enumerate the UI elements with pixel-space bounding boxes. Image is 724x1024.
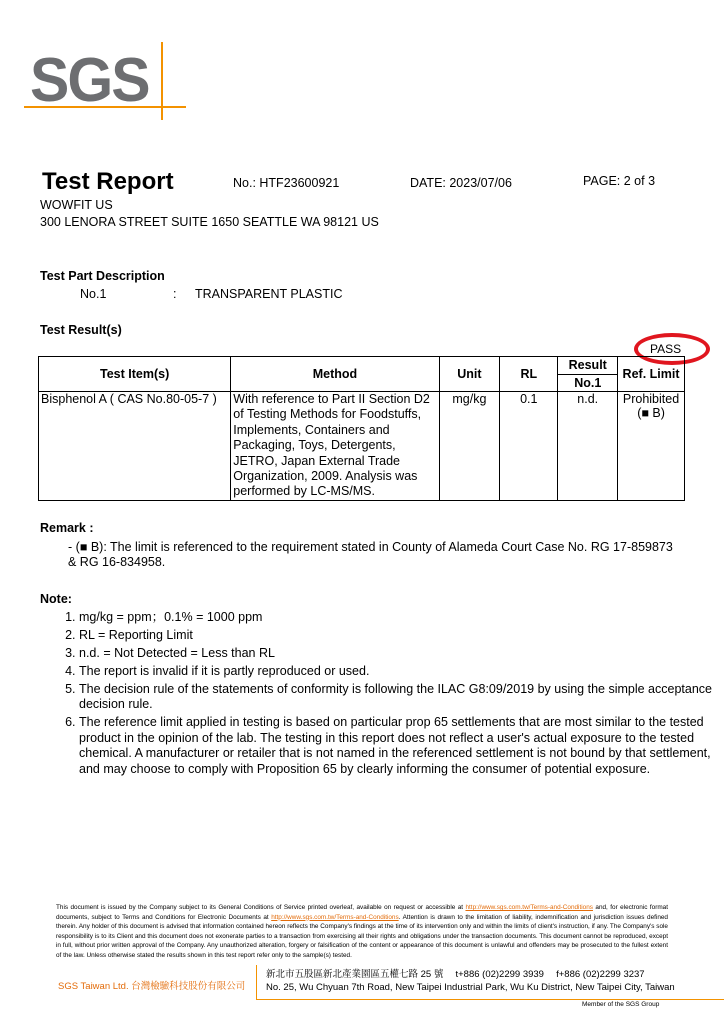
part-description-heading: Test Part Description [40,269,165,283]
col-rl: RL [500,357,558,392]
note-item: 1. mg/kg = ppm；0.1% = 1000 ppm [79,610,719,625]
footer-company-name: SGS Taiwan Ltd. 台灣檢驗科技股份有限公司 [58,981,246,992]
col-result-no1: No.1 [558,374,618,392]
sgs-logo-letters: SGS [30,46,149,115]
ref-limit-line2: (■ B) [637,406,665,420]
remark-heading: Remark : [40,521,94,535]
col-ref-limit: Ref. Limit [618,357,685,392]
results-table [38,356,685,501]
test-results-heading: Test Result(s) [40,323,122,337]
note-item: 4. The report is invalid if it is partly reproduced or used. [79,664,719,679]
col-result: Result [558,357,618,375]
note-heading: Note: [40,592,72,606]
report-title: Test Report [42,168,174,195]
note-item: 3. n.d. = Not Detected = Less than RL [79,646,719,661]
part-description: TRANSPARENT PLASTIC [195,287,343,301]
disclaimer-part-b: and, for electronic format documents, subject to Terms and Conditions for Electronic Documents at [56,904,668,921]
remark-item: - (■ B): The limit is referenced to the requirement stated in County of Alameda Court Case No. RG 17-859873 & RG 16-834958. [68,540,673,570]
col-method: Method [231,357,439,392]
disclaimer-part-a: This document is issued by the Company subject to its General Conditions of Service printed overleaf, available on request or accessible at [56,904,466,911]
ref-limit-line1: Prohibited [622,392,680,406]
note-item: 5. The decision rule of the statements of conformity is following the ILAC G8:09/2019 by using the simple acceptance decision rule. [79,682,719,713]
logo-orange-vertical-line [161,42,163,120]
disclaimer-part-c: . Attention is drawn to the limitation of liability, indemnification and jurisdiction issues defined therein. Any holder of this document is advised that information contained hereon reflects the Company's findings at the time of its intervention only and within the limits of client's instruction, if any. The Company's sole responsibility is to its Client and this document does not exonerate parties to a transaction from exercising all their rights and obligations under the transaction documents. This document cannot be reproduced, except in full, without prior written approval of the Company. Any unauthorized alteration, forgery or falsification of the content or appearance of this document is unlawful and offenders may be prosecuted to the fullest extent of the law. Unless otherwise stated the results shown in this test report refer only to the sample(s) tested. [56,913,668,959]
client-address: 300 LENORA STREET SUITE 1650 SEATTLE WA 98121 US [40,215,379,229]
footer-address-english: No. 25, Wu Chyuan 7th Road, New Taipei Industrial Park, Wu Ku District, New Taipei City, Taiwan [266,982,675,993]
footer-horizontal-divider [256,999,724,1000]
client-name: WOWFIT US [40,198,113,212]
footer-vertical-divider [256,965,257,999]
terms-link-2[interactable]: http://www.sgs.com.tw/Terms-and-Conditions [271,913,399,921]
report-number: No.: HTF23600921 [233,176,340,190]
terms-link-1[interactable]: http://www.sgs.com.tw/Terms-and-Conditions [465,904,593,911]
col-test-item: Test Item(s) [39,357,231,392]
note-item: 2. RL = Reporting Limit [79,628,719,643]
cell-method: With reference to Part II Section D2 of Testing Methods for Foodstuffs, Implements, Containers and Packaging, Toys, Detergents, JETRO, Japan External Trade Organization, 2009. Analysis was performed by LC-MS/MS. [231,392,439,501]
note-item: 6. The reference limit applied in testing is based on particular prop 65 settlements that are most similar to the tested product in the opinion of the lab. The testing in this report does not reflect a user's actual exposure to the tested chemical. A manufacturer or retailer that is not named in the referenced settlement is not bound by that settlement, and may choose to comply with Proposition 65 by clearly informing the consumer of potential exposure. [79,715,719,777]
cell-unit: mg/kg [439,392,500,501]
cell-rl: 0.1 [500,392,558,501]
notes-list [45,610,719,780]
col-unit: Unit [439,357,500,392]
table-row [39,392,685,501]
cell-result: n.d. [558,392,618,501]
part-colon: : [173,287,177,301]
report-date: DATE: 2023/07/06 [410,176,512,190]
pass-label: PASS [650,342,682,356]
cell-test-item: Bisphenol A ( CAS No.80-05-7 ) [39,392,231,501]
page-indicator: PAGE: 2 of 3 [583,174,656,188]
part-number: No.1 [80,287,107,301]
footer-address-chinese: 新北市五股區新北產業園區五權七路 25 號 t+886 (02)2299 3939 f+886 (02)2299 3237 [266,969,645,980]
table-header-row [39,357,685,375]
footer-member-text: Member of the SGS Group [582,1001,660,1008]
footer-disclaimer [56,903,668,961]
cell-ref-limit [618,392,685,501]
